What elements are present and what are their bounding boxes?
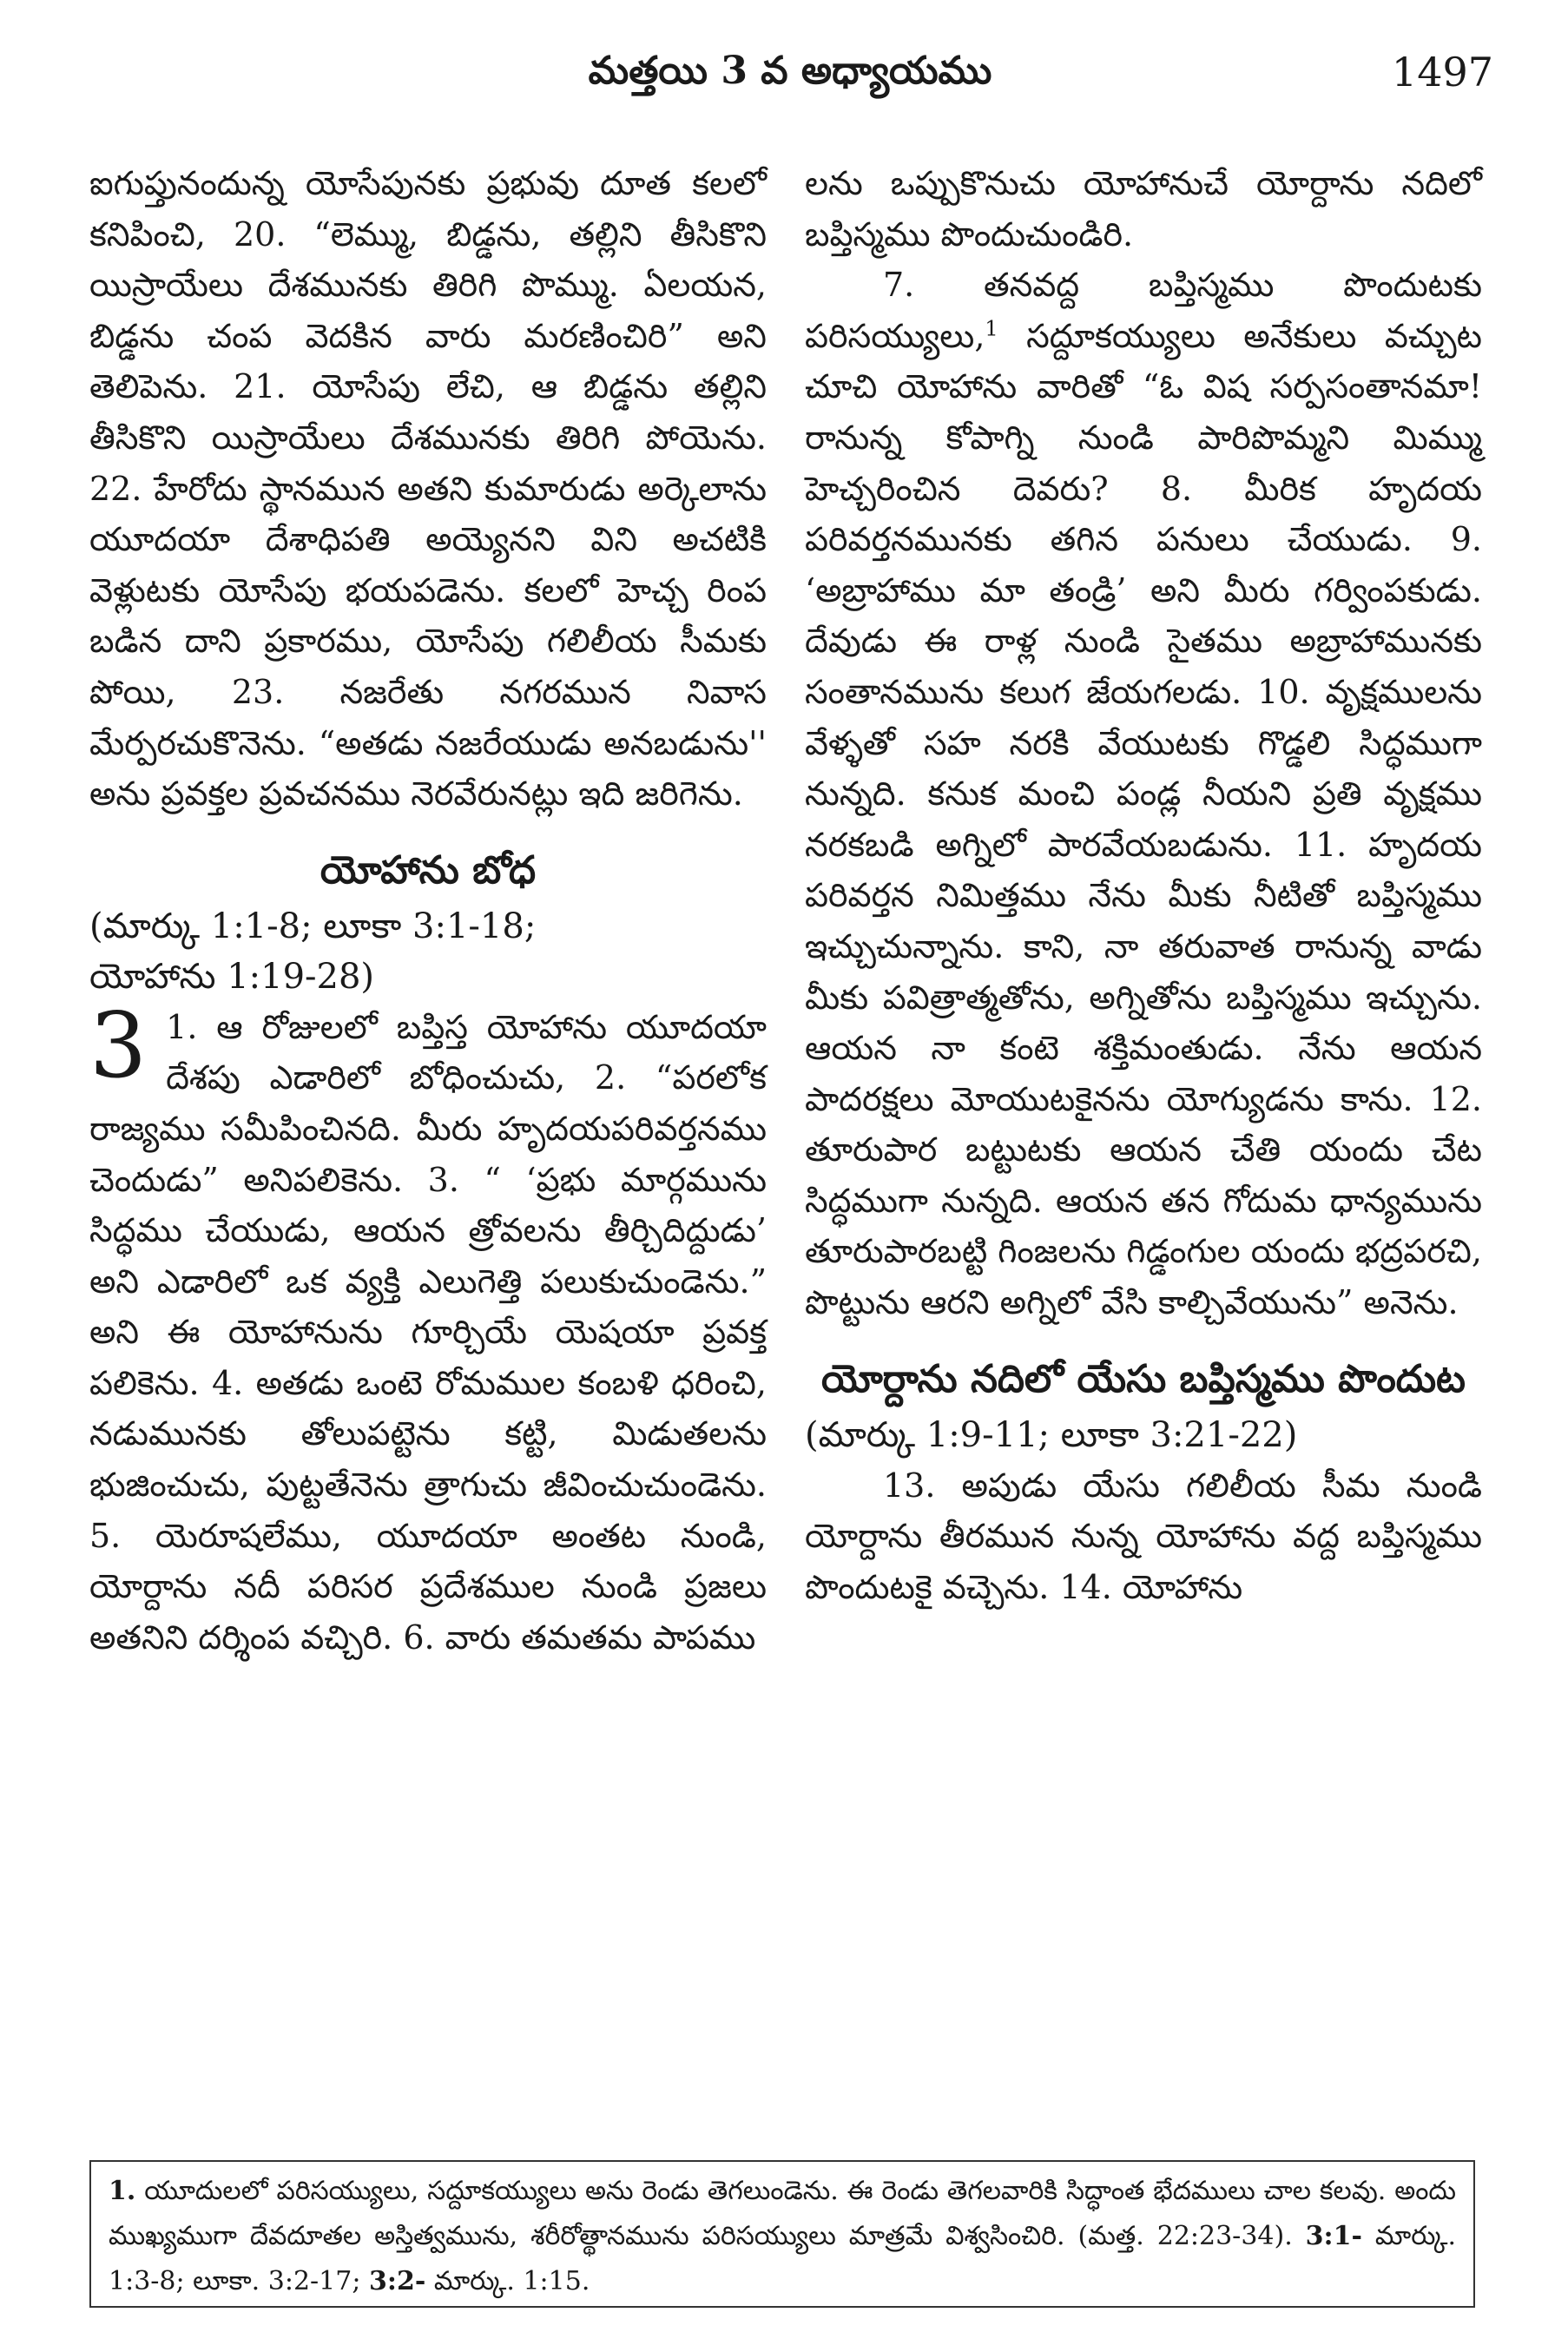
page-number: 1497: [1391, 49, 1493, 96]
footnote-marker: 1: [985, 316, 998, 341]
chapter-paragraph: [89, 992, 767, 1664]
footnote-box: [89, 2160, 1475, 2308]
section-reference: (మార్కు 1:9-11; లూకా 3:21-22): [805, 1414, 1298, 1455]
footnote-number: 1.: [109, 2176, 136, 2206]
right-column: [805, 158, 1482, 1612]
chapter-title: మత్తయి 3 వ అధ్యాయము: [588, 49, 992, 93]
paragraph-7: [805, 260, 1482, 1328]
section-reference-line-1: (మార్కు 1:1-8; లూకా 3:1-18;: [89, 906, 537, 946]
cross-ref-label-2: 3:2-: [369, 2266, 426, 2296]
page-header: [87, 45, 1493, 106]
footnote-text: [109, 2169, 1456, 2304]
cross-ref-label-1: 3:1-: [1305, 2221, 1362, 2251]
para7-text-a: 7. తనవద్ద బప్తిస్మము పొందుటకు పరిసయ్యులు,: [805, 266, 1482, 355]
paragraph-13: 13. అపుడు యేసు గలిలీయ సీమ నుండి యోర్దాను తీరమున నున్న యోహాను వద్ద బప్తిస్మము పొందుటకై వచ్చెను. 14. యోహాను: [805, 1466, 1482, 1606]
section-reference-line-2: యోహాను 1:19-28): [89, 956, 375, 997]
chapter-number: 3: [89, 992, 148, 1098]
cross-ref-text-1: మార్కు. 1:3-8; లూకా. 3:2-17;: [109, 2221, 1456, 2296]
section-heading-baptism: యోర్దాను నదిలో యేసు బప్తిస్మము పొందుట: [820, 1356, 1466, 1401]
left-column: [89, 158, 767, 1663]
continuation-paragraph: లను ఒప్పుకొనుచు యోహానుచే యోర్దాను నదిలో బప్తిస్మము పొందుచుండిరి.: [805, 164, 1482, 254]
intro-paragraph: ఐగుప్తునందున్న యోసేపునకు ప్రభువు దూత కలలో కనిపించి, 20. “లెమ్ము, బిడ్డను, తల్లిని తీసికొని యిస్రాయేలు దేశమునకు తిరిగి పొమ్ము. ఏలయన, బిడ్డను చంప వెదకిన వారు మరణించిరి” అని తెలిపెను. 21. యోసేపు లేచి, ఆ బిడ్డను తల్లిని తీసికొని యిస్రాయేలు దేశమునకు తిరిగి పోయెను. 22. హేరోదు స్థానమున అతని కుమారుడు అర్కెలాను యూదయా దేశాధిపతి అయ్యెనని విని అచటికి వెళ్లుటకు యోసేపు భయపడెను. కలలో హెచ్చ రింప బడిన దాని ప్రకారము, యోసేపు గలిలీయ సీమకు పోయి, 23. నజరేతు నగరమున నివాస మేర్పరచుకొనెను. “అతడు నజరేయుడు అనబడును'' అను ప్రవక్తల ప్రవచనము నెరవేరునట్లు ఇది జరిగెను.: [89, 164, 767, 814]
cross-ref-text-2: మార్కు. 1:15.: [425, 2266, 590, 2296]
footnote-body: యూదులలో పరిసయ్యులు, సద్దూకయ్యులు అను రెండు తెగలుండెను. ఈ రెండు తెగలవారికి సిద్ధాంత భేదములు చాల కలవు. అందు ముఖ్యముగా దేవదూతల అస్తిత్వమును, శరీరోత్థానమును పరిసయ్యులు మాత్రమే విశ్వసించిరి. (మత్త. 22:23-34).: [109, 2176, 1456, 2251]
para7-text-b: సద్దూకయ్యులు అనేకులు వచ్చుట చూచి యోహాను వారితో “ఓ విష సర్పసంతానమా! రానున్న కోపాగ్ని నుండి పారిపొమ్మని మిమ్ము హెచ్చరించిన దెవరు? 8. మీరిక హృదయ పరివర్తనమునకు తగిన పనులు చేయుడు. 9. ‘అబ్రాహాము మా తండ్రి’ అని మీరు గర్వింపకుడు. దేవుడు ఈ రాళ్ల నుండి సైతము అబ్రాహామునకు సంతానమును కలుగ జేయగలడు. 10. వృక్షములను వేళ్ళతో సహ నరకి వేయుటకు గొడ్డలి సిద్ధముగా నున్నది. కనుక మంచి పండ్ల నీయని ప్రతి వృక్షము నరకబడి అగ్నిలో పారవేయబడును. 11. హృదయ పరివర్తన నిమిత్తము నేను మీకు నీటితో బప్తిస్మము ఇచ్చుచున్నాను. కాని, నా తరువాత రానున్న వాడు మీకు పవిత్రాత్మతోను, అగ్నితోను బప్తిస్మము ఇచ్చును. ఆయన నా కంటె శక్తిమంతుడు. నేను ఆయన పాదరక్షలు మోయుటకైనను యోగ్యుడను కాను. 12. తూరుపార బట్టుటకు ఆయన చేతి యందు చేట సిద్ధముగా నున్నది. ఆయన తన గోదుమ ధాన్యమును తూరుపారబట్టి గింజలను గిడ్డంగుల యందు భద్రపరచి, పొట్టును ఆరని అగ్నిలో వేసి కాల్చివేయును” అనెను.: [805, 316, 1482, 1322]
chapter-paragraph-text: 1. ఆ రోజులలో బప్తిస్త యోహాను యూదయా దేశపు ఎడారిలో బోధించుచు, 2. “పరలోక రాజ్యము సమీపించినది. మీరు హృదయపరివర్తనము చెందుడు” అనిపలికెను. 3. “ ‘ప్రభు మార్గమును సిద్ధము చేయుడు, ఆయన త్రోవలను తీర్చిదిద్దుడు’ అని ఎడారిలో ఒక వ్యక్తి ఎలుగెత్తి పలుకుచుండెను.” అని ఈ యోహానును గూర్చియే యెషయా ప్రవక్త పలికెను. 4. అతడు ఒంటె రోమముల కంబళి ధరించి, నడుమునకు తోలుపట్టెను కట్టి, మిడుతలను భుజించుచు, పుట్టతేనెను త్రాగుచు జీవించుచుండెను. 5. యెరూషలేము, యూదయా అంతట నుండి, యోర్దాను నదీ పరిసర ప్రదేశముల నుండి ప్రజలు అతనిని దర్శింప వచ్చిరి. 6. వారు తమతమ పాపము: [89, 1007, 767, 1657]
section-heading-john-preaching: యోహాను బోధ: [320, 847, 537, 893]
